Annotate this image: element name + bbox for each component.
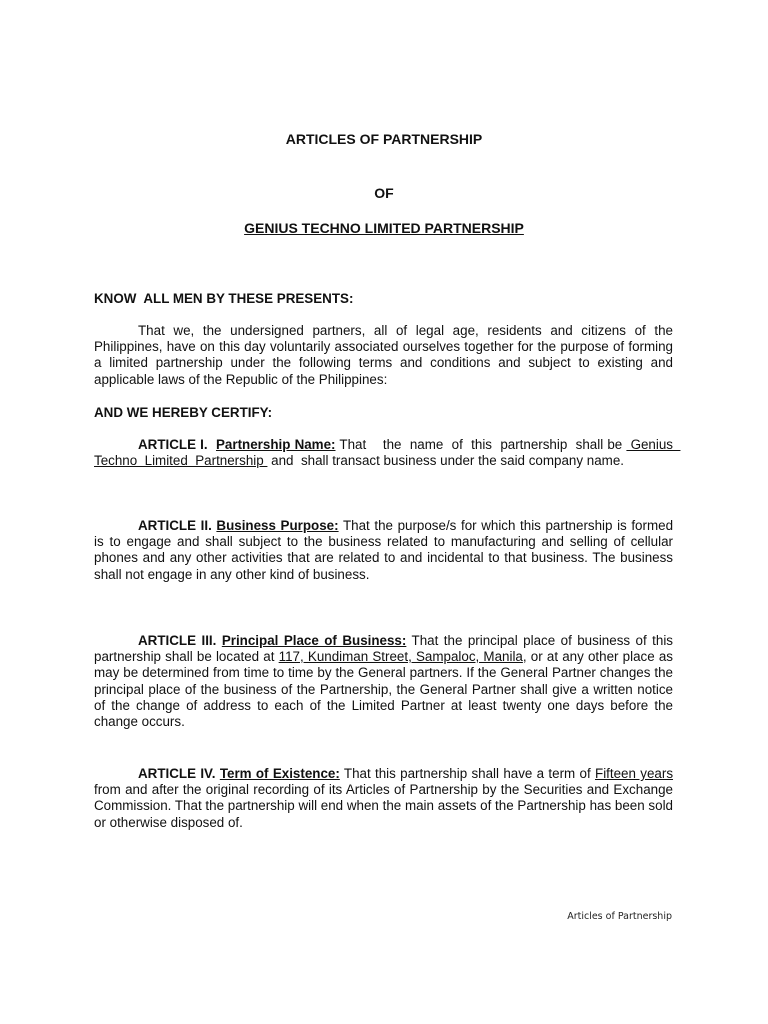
- document-title: ARTICLES OF PARTNERSHIP: [285, 131, 483, 147]
- article-3-label: ARTICLE III.: [138, 633, 217, 648]
- intro-paragraph: That we, the undersigned partners, all of legal age, residents and citizens of the Philippines, have on this day voluntarily associated ourselves together for the purpose of forming a limited partnership under the following terms and conditions and subject to existing and applicable laws of the Republic of the Philippines:: [94, 323, 673, 387]
- article-2-title: Business Purpose:: [216, 518, 339, 533]
- article-1-name-value: Genius Techno Limited Partnership: [94, 437, 681, 469]
- article-1-label: ARTICLE I.: [138, 437, 208, 452]
- article-1-title: Partnership Name:: [215, 437, 336, 452]
- article-3-text-before: That the principal place of business of this partnership shall be located at: [94, 633, 673, 665]
- article-1-text-after: and shall transact business under the said company name.: [267, 453, 624, 469]
- article-4-text-before: That this partnership shall have a term of: [339, 766, 596, 781]
- article-4-label: ARTICLE IV.: [138, 766, 216, 781]
- article-4-title: Term of Existence:: [219, 766, 340, 781]
- article-2-label: ARTICLE II.: [138, 518, 212, 533]
- article-4-paragraph: [94, 766, 673, 831]
- article-4-term: Fifteen years: [595, 766, 674, 781]
- partnership-name-heading: [0, 220, 768, 236]
- article-1-text-before: That the name of this partnership shall be: [335, 437, 627, 452]
- article-2-paragraph: [94, 518, 673, 583]
- article-3-title: Principal Place of Business:: [221, 633, 407, 648]
- certify-heading: AND WE HEREBY CERTIFY:: [94, 405, 273, 420]
- know-all-men-heading: KNOW ALL MEN BY THESE PRESENTS:: [94, 291, 354, 306]
- article-3-paragraph: [94, 633, 673, 730]
- article-3-text-after: , or at any other place as may be determined from time to time by the General partners. If the General Partner changes the principal place of the business of the Partnership, the General Partner shall give a written notice of the change of address to each of the Limited Partner at least twenty one days before the change occurs.: [94, 649, 673, 730]
- page-footer: Articles of Partnership: [567, 911, 672, 922]
- article-3-address: 117, Kundiman Street, Sampaloc, Manila: [278, 649, 523, 665]
- article-1-paragraph: [94, 437, 681, 469]
- partnership-name-heading-text: GENIUS TECHNO LIMITED PARTNERSHIP: [244, 220, 524, 236]
- title-of: OF: [374, 185, 394, 201]
- article-4-text-after: from and after the original recording of its Articles of Partnership by the Securities and Exchange Commission. That the partnership will end when the main assets of the Partnership has been sold or otherwise disposed of.: [94, 782, 673, 830]
- article-2-text: That the purpose/s for which this partnership is formed is to engage and shall subject to the business related to manufacturing and selling of cellular phones and any other activities that are related to and incidental to that business. The business shall not engage in any other kind of business.: [94, 518, 674, 582]
